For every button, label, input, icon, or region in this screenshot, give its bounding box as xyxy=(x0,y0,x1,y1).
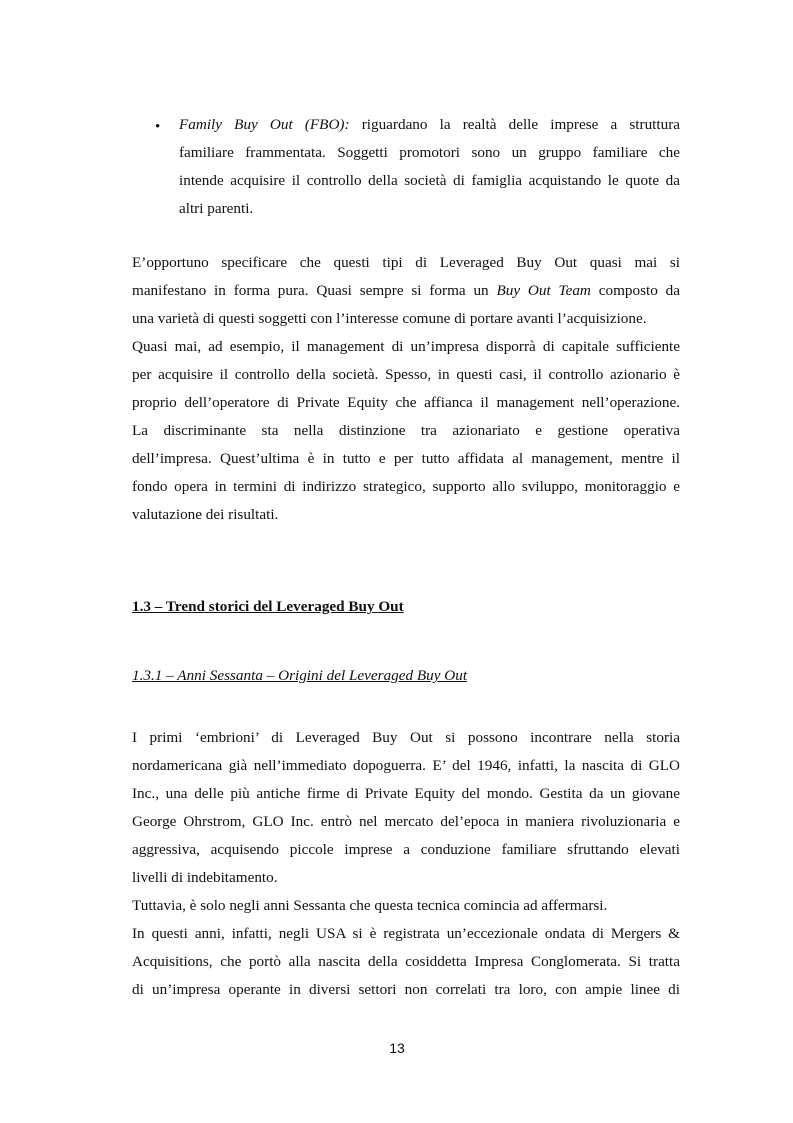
bullet-marker: • xyxy=(155,119,161,135)
text-line xyxy=(132,277,680,305)
text-line: altri parenti. xyxy=(179,200,254,217)
text-line: George Ohrstrom, GLO Inc. entrò nel mercato del’epoca in maniera rivoluzionaria e xyxy=(132,813,680,830)
text-line: Acquisitions, che portò alla nascita della cosiddetta Impresa Conglomerata. Si tratta xyxy=(132,953,680,970)
section-heading: 1.3 – Trend storici del Leveraged Buy Out xyxy=(132,598,404,615)
text-line: familiare frammentata. Soggetti promotori sono un gruppo familiare che xyxy=(179,144,680,161)
text-line: aggressiva, acquisendo piccole imprese a conduzione familiare sfruttando elevati xyxy=(132,841,680,858)
text-line: intende acquisire il controllo della società di famiglia acquistando le quote da xyxy=(179,172,680,189)
text-line: valutazione dei risultati. xyxy=(132,506,279,523)
paragraph-buy-out-team xyxy=(132,249,680,529)
text-line: Quasi mai, ad esempio, il management di un’impresa disporrà di capitale sufficiente xyxy=(132,338,680,355)
text-line: fondo opera in termini di indirizzo strategico, supporto allo sviluppo, monitoraggio e xyxy=(132,478,680,495)
subsection-heading: 1.3.1 – Anni Sessanta – Origini del Leveraged Buy Out xyxy=(132,667,468,684)
paragraph-origins xyxy=(132,724,680,1004)
term-buy-out-team: Buy Out Team xyxy=(496,282,591,299)
text-span: manifestano in forma pura. Quasi sempre si forma un xyxy=(132,282,497,299)
text-line: di un’impresa operante in diversi settori non correlati tra loro, con ampie linee di xyxy=(132,981,680,998)
text-line: In questi anni, infatti, negli USA si è registrata un’eccezionale ondata di Mergers & xyxy=(132,925,680,942)
text-line xyxy=(179,111,680,139)
text-line: Tuttavia, è solo negli anni Sessanta che questa tecnica comincia ad affermarsi. xyxy=(132,897,608,914)
text-line: La discriminante sta nella distinzione tra azionariato e gestione operativa xyxy=(132,422,680,439)
text-span: composto da xyxy=(590,282,680,299)
text-line: per acquisire il controllo della società. Spesso, in questi casi, il controllo azionario è xyxy=(132,366,680,383)
text-line: proprio dell’operatore di Private Equity che affianca il management nell’operazione. xyxy=(132,394,680,411)
text-line: nordamericana già nell’immediato dopoguerra. E’ del 1946, infatti, la nascita di GLO xyxy=(132,757,680,774)
text-line: E’opportuno specificare che questi tipi di Leveraged Buy Out quasi mai si xyxy=(132,254,680,271)
text-line: una varietà di questi soggetti con l’interesse comune di portare avanti l’acquisizione. xyxy=(132,310,647,327)
text-line: dell’impresa. Quest’ultima è in tutto e per tutto affidata al management, mentre il xyxy=(132,450,680,467)
page-number: 13 xyxy=(389,1040,405,1056)
bullet-item-fbo xyxy=(179,111,680,223)
text-line: Inc., una delle più antiche firme di Private Equity del mondo. Gestita da un giovane xyxy=(132,785,680,802)
text-line: livelli di indebitamento. xyxy=(132,869,278,886)
text-line: I primi ‘embrioni’ di Leveraged Buy Out si possono incontrare nella storia xyxy=(132,729,680,746)
text-span: riguardano la realtà delle imprese a struttura xyxy=(349,116,681,133)
term-fbo: Family Buy Out (FBO): xyxy=(179,116,350,133)
